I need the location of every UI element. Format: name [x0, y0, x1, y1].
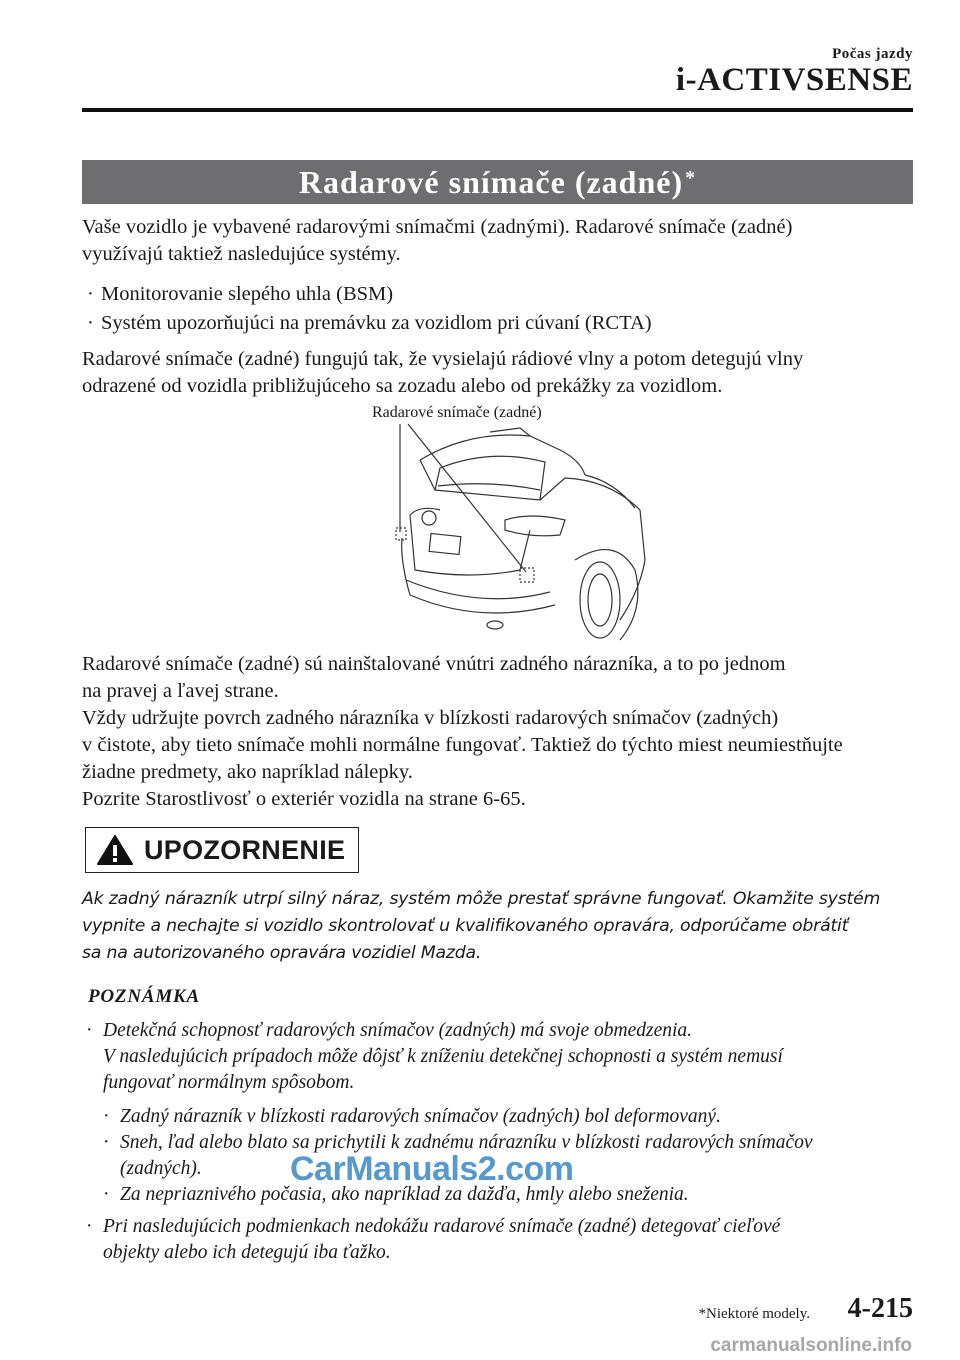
list-item: · Systém upozorňujúci na premávku za vozidlom pri cúvaní (RCTA) [87, 309, 907, 338]
leader-line-right [408, 424, 526, 572]
install-line: žiadne predmety, ako napríklad nálepky. [82, 761, 413, 783]
note-line: V nasledujúcich prípadoch môže dôjsť k zníženiu detekčnej schopnosti a systém nemusí [103, 1046, 783, 1067]
warning-triangle-icon [96, 834, 134, 866]
title-text: Radarové snímače (zadné) [298, 163, 684, 200]
caution-line: vypnite a nechajte si vozidlo skontrolovať u kvalifikovaného opravára, odporúčame obrátiť [82, 916, 849, 936]
note-subitem-line: Sneh, ľad alebo blato sa prichytili k zadnému nárazníku v blízkosti radarových snímačov [120, 1132, 813, 1153]
caution-line: sa na autorizovaného opravára vozidiel Mazda. [82, 943, 482, 963]
note-list [86, 1018, 916, 1266]
section-header: Počas jazdy [832, 46, 913, 62]
chapter-header: i-ACTIVSENSE [675, 62, 913, 98]
note-title: POZNÁMKA [88, 986, 200, 1007]
install-line: Vždy udržujte povrch zadného nárazníka v blízkosti radarových snímačov (zadných) [82, 707, 779, 729]
list-item-text: Monitorovanie slepého uhla (BSM) [101, 283, 394, 305]
function-line: odrazené od vozidla približujúceho sa zozadu alebo od prekážky za vozidlom. [82, 375, 723, 397]
install-paragraph [82, 651, 922, 813]
intro-paragraph [82, 214, 922, 268]
function-paragraph [82, 346, 922, 400]
intro-line: Vaše vozidlo je vybavené radarovými snímačmi (zadnými). Radarové snímače (zadné) [82, 216, 793, 238]
caution-text [82, 886, 922, 967]
caution-label: UPOZORNENIE [144, 834, 346, 865]
note-subitem-line: Zadný nárazník v blízkosti radarových snímačov (zadných) bol deformovaný. [120, 1106, 721, 1127]
function-line: Radarové snímače (zadné) fungujú tak, že vysielajú rádiové vlny a potom detegujú vlny [82, 348, 804, 370]
title-asterisk: * [685, 166, 697, 189]
page-title [82, 160, 913, 204]
caution-box [85, 827, 359, 873]
note-subitem: · Za nepriaznivého počasia, ako napríklad za dažďa, hmly alebo sneženia. [103, 1182, 916, 1208]
note-subitem-line: (zadných). [120, 1158, 202, 1179]
watermark-carmanualsonline: carmanualsonline.info [710, 1335, 912, 1356]
header-divider [82, 108, 913, 112]
install-line: na pravej a ľavej strane. [82, 680, 279, 702]
note-line: objekty alebo ich detegujú iba ťažko. [103, 1242, 391, 1263]
footnote: *Niektoré modely. [698, 1306, 810, 1322]
install-line: Radarové snímače (zadné) sú nainštalované vnútri zadného nárazníka, a to po jednom [82, 653, 786, 675]
note-line: Pri nasledujúcich podmienkach nedokážu radarové snímače (zadné) detegovať cieľové [103, 1216, 781, 1237]
systems-list [87, 280, 907, 338]
install-line: Pozrite Starostlivosť o exteriér vozidla na strane 6-65. [82, 788, 526, 810]
watermark-carmanuals2: CarManuals2.com [290, 1150, 574, 1188]
note-line: fungovať normálnym spôsobom. [103, 1072, 355, 1093]
note-line: Detekčná schopnosť radarových snímačov (zadných) má svoje obmedzenia. [103, 1020, 693, 1041]
list-item: · Monitorovanie slepého uhla (BSM) [87, 280, 907, 309]
list-item-text: Systém upozorňujúci na premávku za vozidlom pri cúvaní (RCTA) [101, 312, 652, 334]
note-item: · Pri nasledujúcich podmienkach nedokážu radarové snímače (zadné) detegovať cieľové objekty alebo ich detegujú iba ťažko. [86, 1214, 916, 1266]
caution-line: Ak zadný nárazník utrpí silný náraz, systém môže prestať správne fungovať. Okamžite systém [82, 889, 881, 909]
note-subitem: · Sneh, ľad alebo blato sa prichytili k zadnému nárazníku v blízkosti radarových snímačov (zadných). [103, 1130, 916, 1182]
intro-line: využívajú taktiež nasledujúce systémy. [82, 243, 401, 265]
note-subitem-line: Za nepriaznivého počasia, ako napríklad za dažďa, hmly alebo sneženia. [120, 1184, 689, 1205]
figure-label: Radarové snímače (zadné) [372, 404, 542, 421]
car-rear-illustration [380, 420, 650, 650]
note-item: · Detekčná schopnosť radarových snímačov (zadných) má svoje obmedzenia. V nasledujúcich prípadoch môže dôjsť k zníženiu detekčnej schopnosti a systém nemusí fungovať normálnym spôsobom. [86, 1018, 916, 1096]
note-subitem: · Zadný nárazník v blízkosti radarových snímačov (zadných) bol deformovaný. [103, 1104, 916, 1130]
install-line: v čistote, aby tieto snímače mohli normálne fungovať. Taktiež do týchto miest neumiestňujte [82, 734, 843, 756]
page-number: 4-215 [847, 1293, 913, 1324]
